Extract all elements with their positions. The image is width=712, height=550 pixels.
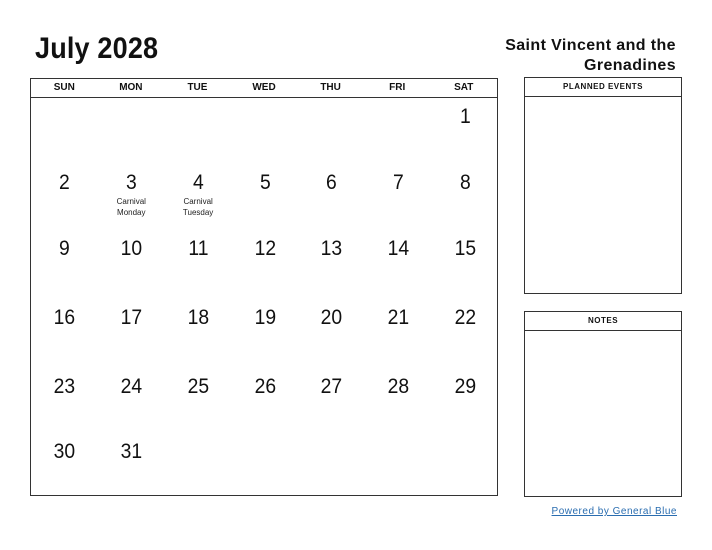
day-number: 8 xyxy=(460,171,471,194)
day-number: 12 xyxy=(254,237,276,260)
day-cell xyxy=(432,237,499,261)
day-cells xyxy=(31,97,497,495)
day-number: 25 xyxy=(187,375,209,398)
day-number: 22 xyxy=(454,306,477,329)
notes-panel xyxy=(524,311,682,497)
day-cell xyxy=(165,237,232,261)
day-cell xyxy=(31,306,98,330)
day-cell xyxy=(365,237,432,261)
day-number: 20 xyxy=(321,306,343,329)
day-cell xyxy=(232,375,299,399)
day-cell xyxy=(298,375,365,399)
day-cell xyxy=(298,237,365,261)
planned-events-panel xyxy=(524,77,682,294)
day-cell xyxy=(31,237,98,261)
day-number: 31 xyxy=(120,440,143,463)
day-number: 28 xyxy=(387,375,410,398)
day-cell xyxy=(165,171,232,218)
day-number: 5 xyxy=(259,171,271,194)
day-cell xyxy=(232,306,299,330)
day-number: 16 xyxy=(53,306,76,329)
day-cell xyxy=(298,306,365,330)
day-cell xyxy=(232,171,299,195)
day-number: 29 xyxy=(454,375,477,398)
day-number: 3 xyxy=(125,171,137,194)
day-number: 24 xyxy=(120,375,143,398)
month-title: July 2028 xyxy=(35,32,159,65)
day-cell xyxy=(165,375,232,399)
day-cell xyxy=(432,375,499,399)
day-cell xyxy=(31,375,98,399)
day-number: 9 xyxy=(59,237,70,260)
day-number: 14 xyxy=(387,237,410,260)
weekday-wed: WED xyxy=(252,82,276,93)
day-number: 13 xyxy=(321,237,343,260)
day-number: 11 xyxy=(188,237,209,260)
day-number: 15 xyxy=(454,237,477,260)
day-cell xyxy=(432,105,499,129)
day-number: 26 xyxy=(254,375,276,398)
day-number: 7 xyxy=(393,171,405,194)
day-cell xyxy=(432,306,499,330)
day-cell xyxy=(98,440,165,464)
notes-heading: NOTES xyxy=(525,312,681,331)
day-number: 30 xyxy=(53,440,76,463)
day-cell xyxy=(98,237,165,261)
weekday-tue: TUE xyxy=(187,82,208,93)
day-cell xyxy=(98,375,165,399)
day-cell xyxy=(298,171,365,195)
country-name: Saint Vincent and the Grenadines xyxy=(505,37,676,74)
holiday-label: Carnival Tuesday xyxy=(182,197,214,217)
day-cell xyxy=(98,306,165,330)
day-cell xyxy=(98,171,165,218)
day-cell xyxy=(232,237,299,261)
day-cell xyxy=(31,171,98,195)
day-number: 10 xyxy=(120,237,143,260)
weekday-header-row xyxy=(31,79,497,98)
day-cell xyxy=(432,171,499,195)
day-number: 2 xyxy=(59,171,70,194)
day-number: 19 xyxy=(254,306,276,329)
holiday-label: Carnival Monday xyxy=(116,197,146,217)
weekday-sat: SAT xyxy=(454,82,474,93)
day-number: 1 xyxy=(460,105,471,128)
weekday-fri: FRI xyxy=(389,82,406,93)
weekday-sun: SUN xyxy=(53,82,75,93)
day-cell xyxy=(31,440,98,464)
day-number: 17 xyxy=(120,306,143,329)
weekday-mon: MON xyxy=(119,82,143,93)
day-cell xyxy=(165,306,232,330)
day-number: 6 xyxy=(326,171,338,194)
day-number: 23 xyxy=(53,375,76,398)
planned-events-heading: PLANNED EVENTS xyxy=(525,78,681,97)
day-number: 4 xyxy=(192,171,204,194)
day-number: 21 xyxy=(387,306,410,329)
calendar-grid xyxy=(30,78,498,496)
day-cell xyxy=(365,171,432,195)
powered-by-link[interactable]: Powered by General Blue xyxy=(551,506,677,517)
weekday-thu: THU xyxy=(320,82,341,93)
day-cell xyxy=(365,306,432,330)
day-number: 27 xyxy=(321,375,343,398)
day-cell xyxy=(365,375,432,399)
day-number: 18 xyxy=(187,306,209,329)
